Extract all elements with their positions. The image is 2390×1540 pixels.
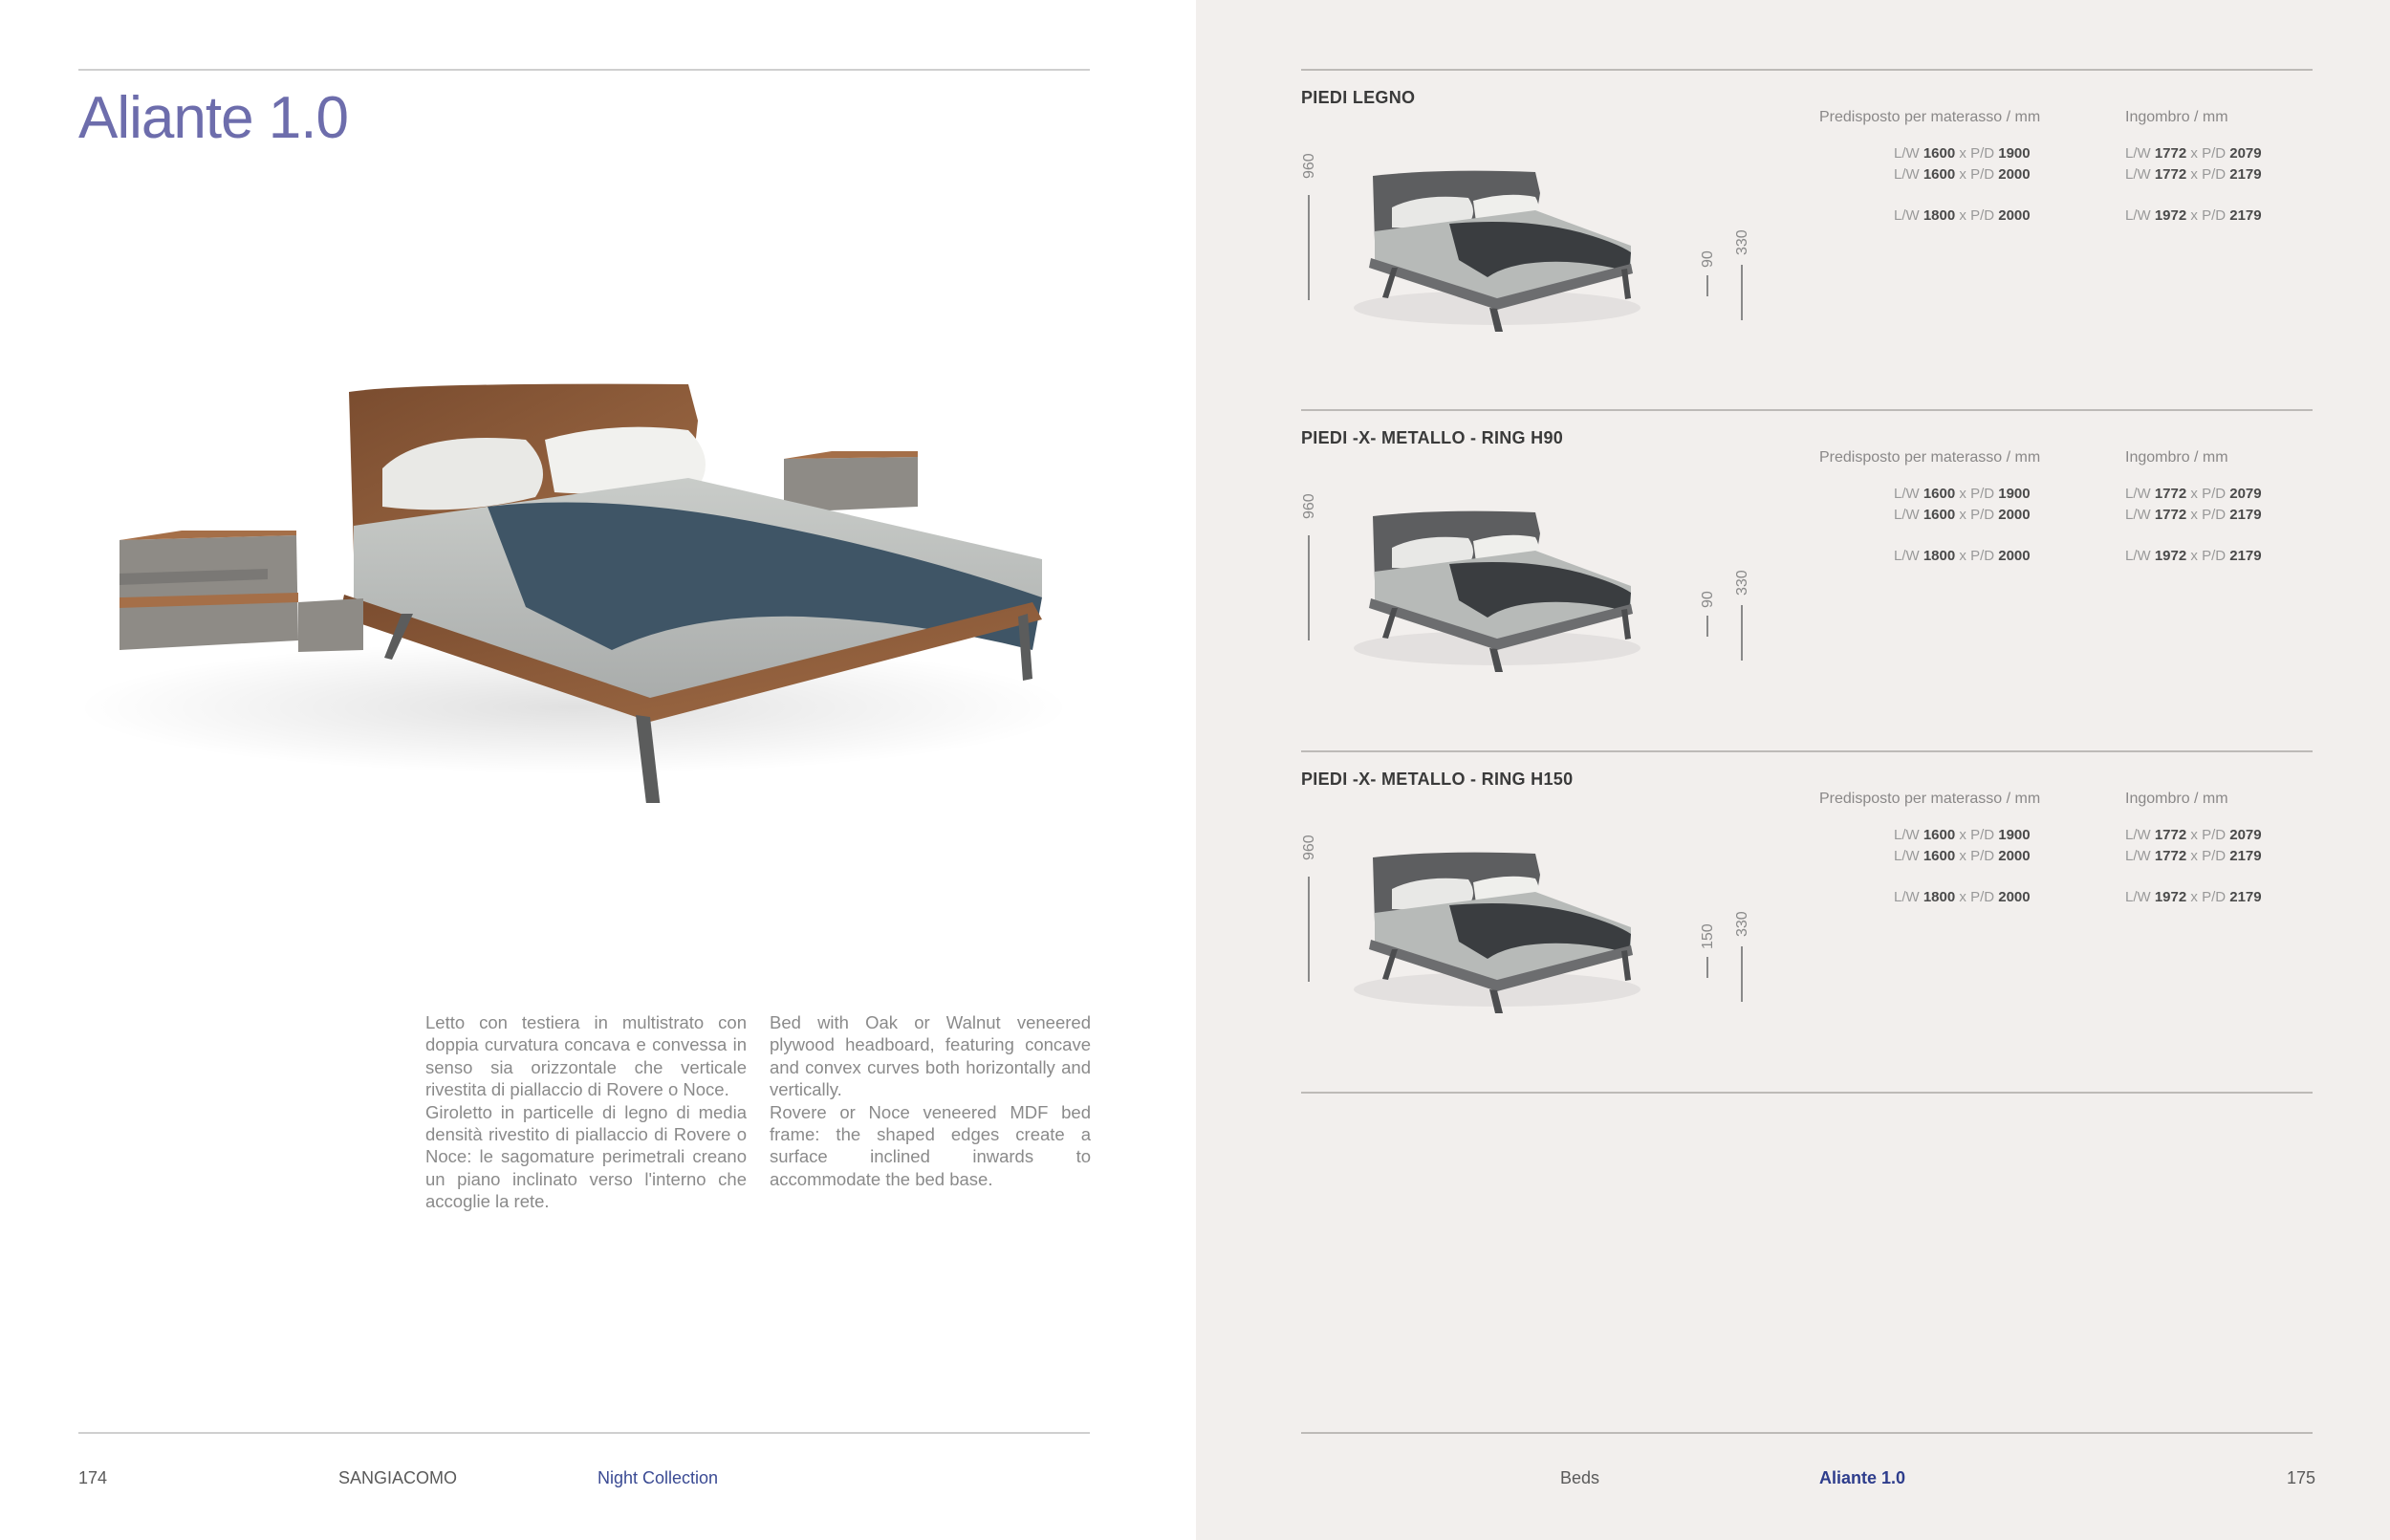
description-en-paragraph: Bed with Oak or Walnut veneered plywood headboard, featuring concave and convex curves both horizontally and vertically.	[770, 1012, 1091, 1100]
leg-height-line	[1706, 616, 1708, 637]
brand-name: SANGIACOMO	[338, 1468, 458, 1487]
overall-column-header: Ingombro / mm	[2125, 449, 2228, 466]
leg-height-line	[1706, 275, 1708, 296]
overall-dimension-row: L/W 1772 x P/D 2079	[2125, 827, 2262, 843]
description-it-paragraph: Letto con testiera in multistrato con doppia curvatura concava e convessa in senso sia orizzontale che verticale rivestita di piallaccio di Rovere o Noce.	[425, 1012, 747, 1100]
mattress-dimension-row: L/W 1600 x P/D 2000	[1894, 166, 2031, 183]
variant-section	[1301, 428, 2313, 769]
leg-height-line	[1706, 957, 1708, 978]
collection-name: Night Collection	[598, 1468, 719, 1487]
description-it-paragraph: Giroletto in particelle di legno di media densità rivestito di piallaccio di Rovere o Noce: le sagomature perimetrali creano un piano inclinato verso l'interno che accoglie la rete.	[425, 1101, 747, 1212]
category-name: Beds	[1560, 1468, 1600, 1487]
mattress-dimension-row: L/W 1800 x P/D 2000	[1894, 548, 2031, 564]
section-rule	[1301, 69, 2313, 71]
height-line	[1308, 535, 1310, 640]
overall-dimension-row: L/W 1972 x P/D 2179	[2125, 548, 2262, 564]
overall-dimension-row: L/W 1772 x P/D 2079	[2125, 486, 2262, 502]
description-english	[770, 1011, 1091, 1190]
description-en-paragraph: Rovere or Noce veneered MDF bed frame: the shaped edges create a surface inclined inwards to accommodate the bed base.	[770, 1101, 1091, 1189]
leg-height-label: 90	[1700, 250, 1716, 268]
variant-title: PIEDI -X- METALLO - RING H90	[1301, 428, 1564, 447]
mattress-dimension-row: L/W 1600 x P/D 2000	[1894, 848, 2031, 864]
mattress-column-header: Predisposto per materasso / mm	[1819, 109, 2041, 125]
variant-section	[1301, 88, 2313, 428]
variant-title: PIEDI -X- METALLO - RING H150	[1301, 770, 1574, 789]
footer-rule	[78, 1432, 1090, 1434]
height-label: 960	[1301, 493, 1317, 519]
base-height-line	[1741, 946, 1743, 1002]
product-name: Aliante 1.0	[1819, 1468, 1906, 1487]
nightstand-front	[120, 531, 363, 652]
height-line	[1308, 877, 1310, 982]
mattress-dimension-row: L/W 1600 x P/D 1900	[1894, 827, 2031, 843]
footer-rule	[1301, 1432, 2313, 1434]
overall-dimension-row: L/W 1972 x P/D 2179	[2125, 207, 2262, 224]
variant-title: PIEDI LEGNO	[1301, 88, 1416, 107]
bed-thumbnail	[1354, 505, 1640, 672]
overall-column-header: Ingombro / mm	[2125, 109, 2228, 125]
mattress-column-header: Predisposto per materasso / mm	[1819, 791, 2041, 807]
page-number-right: 175	[2287, 1468, 2316, 1487]
height-line	[1308, 195, 1310, 300]
overall-dimension-row: L/W 1972 x P/D 2179	[2125, 889, 2262, 905]
mattress-dimension-row: L/W 1800 x P/D 2000	[1894, 889, 2031, 905]
hero-bed-image	[76, 363, 1071, 803]
overall-dimension-row: L/W 1772 x P/D 2179	[2125, 848, 2262, 864]
page-title: Aliante 1.0	[78, 85, 348, 151]
leg-height-label: 150	[1700, 923, 1716, 949]
overall-dimension-row: L/W 1772 x P/D 2179	[2125, 166, 2262, 183]
overall-dimension-row: L/W 1772 x P/D 2079	[2125, 145, 2262, 162]
bed-thumbnail	[1354, 164, 1640, 332]
overall-dimension-row: L/W 1772 x P/D 2179	[2125, 507, 2262, 523]
nightstand-back	[784, 451, 918, 512]
mattress-dimension-row: L/W 1600 x P/D 1900	[1894, 486, 2031, 502]
bed-thumbnail	[1354, 846, 1640, 1013]
leg-height-label: 90	[1700, 591, 1716, 608]
base-height-label: 330	[1734, 911, 1750, 937]
mattress-column-header: Predisposto per materasso / mm	[1819, 449, 2041, 466]
height-label: 960	[1301, 153, 1317, 179]
base-height-label: 330	[1734, 570, 1750, 596]
overall-column-header: Ingombro / mm	[2125, 791, 2228, 807]
description-italian	[425, 1011, 747, 1213]
base-height-line	[1741, 265, 1743, 320]
height-label: 960	[1301, 835, 1317, 860]
page-number-left: 174	[78, 1468, 108, 1487]
variant-section	[1301, 770, 2313, 1110]
mattress-dimension-row: L/W 1600 x P/D 1900	[1894, 145, 2031, 162]
base-height-line	[1741, 605, 1743, 661]
mattress-dimension-row: L/W 1800 x P/D 2000	[1894, 207, 2031, 224]
base-height-label: 330	[1734, 229, 1750, 255]
top-rule	[78, 69, 1090, 71]
mattress-dimension-row: L/W 1600 x P/D 2000	[1894, 507, 2031, 523]
